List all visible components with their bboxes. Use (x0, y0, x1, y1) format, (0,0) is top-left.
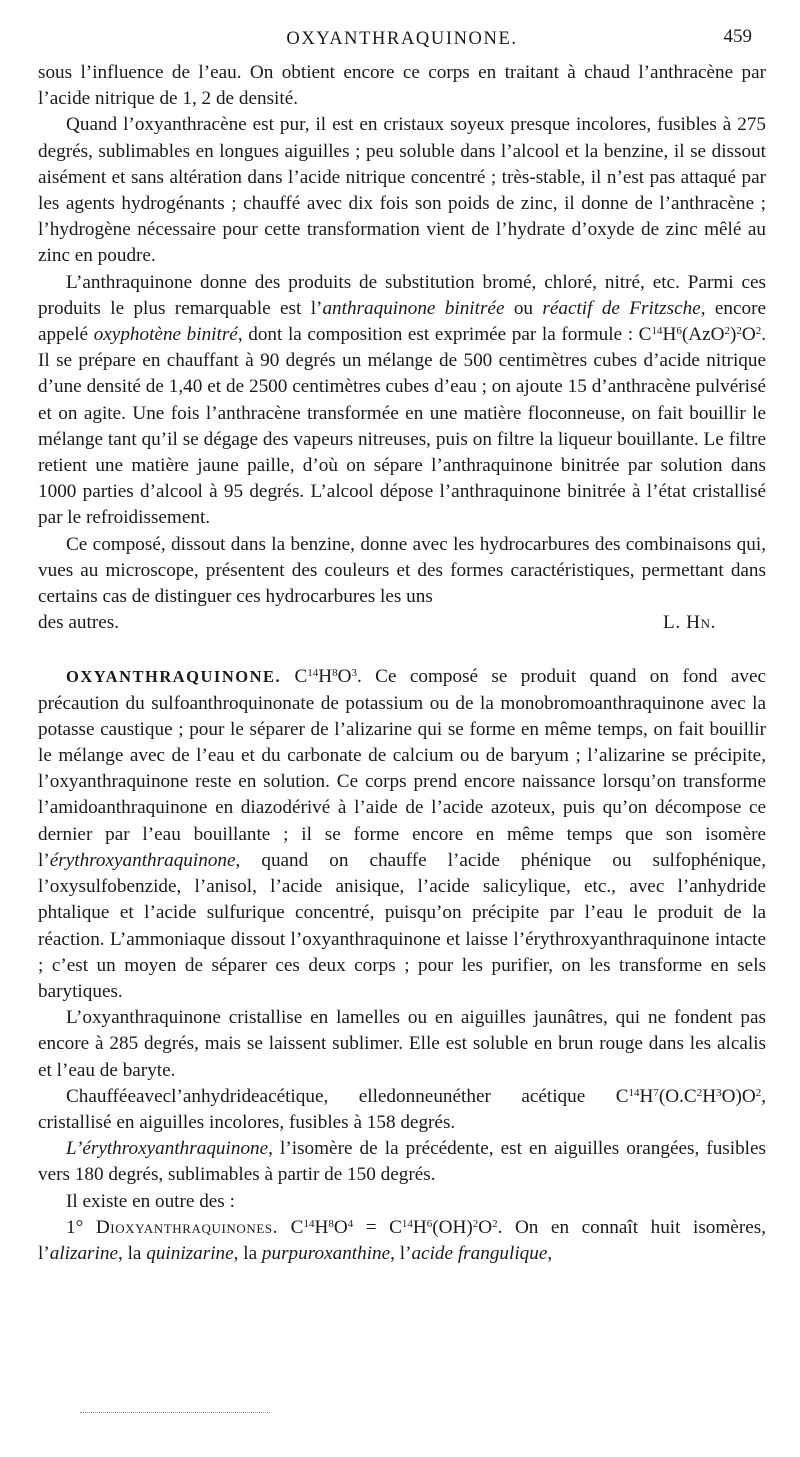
paragraph-acetic-ether (38, 1084, 766, 1136)
subscript: 2 (472, 1217, 479, 1230)
text: . Ce composé se produit quand on fond avec précaution du sulfoanthroquinonate de potassium ou de la monobromoanthraquinone avec la potasse caustique ; pour le séparer de l’alizarine qui se forme en même temps, on fait bouillir le mélange avec de l’eau et du carbonate de calcium ou de baryum ; l’alizarine se précipite, l’oxyanthraquinone reste en solution. Ce corps prend encore naissance lorsqu’on transforme l’amidoanthraquinone en diazodérivé à l’aide de l’acide azoteux, puis qu’on décompose ce dernier par l’eau bouillante ; il se forme encore en même temps que son isomère l’ (38, 666, 766, 871)
formula-element: C (278, 1216, 304, 1238)
text: L’anthraquinone donne des produits de substitution bromé, chloré, nitré, etc. Parmi ces produits le plus remarquable est l’ (38, 271, 766, 319)
term-erythroxyanthraquinone: L’érythroxyanthraquinone (66, 1138, 269, 1160)
subscript: 2 (492, 1217, 498, 1230)
text: O)O (721, 1085, 756, 1107)
paragraph-there-exist: Il existe en outre des : (66, 1190, 235, 1212)
subscript: 8 (332, 667, 338, 680)
paragraph-oxyanthraquinone-intro (38, 664, 766, 1005)
signature-line (38, 610, 766, 636)
term-oxyphotene-binitre: oxyphotène binitré (93, 324, 238, 346)
formula-element: H (412, 1216, 427, 1238)
running-title: OXYANTHRAQUINONE. (286, 29, 518, 49)
subscript: 2 (755, 325, 762, 338)
formula (294, 666, 357, 687)
subscript: 14 (401, 1217, 413, 1230)
subscript: 14 (307, 667, 319, 680)
term-anthraquinone-binitree: anthraquinone binitrée (322, 297, 505, 319)
text: O (741, 324, 756, 346)
page-number: 459 (723, 26, 752, 47)
term-quinizarine: quinizarine (146, 1242, 234, 1264)
running-head (38, 22, 766, 52)
term-reactif-fritzsche: réactif de Fritzsche (542, 297, 701, 319)
text: , encore appelé (38, 297, 766, 346)
paragraph-dioxyanthraquinones (38, 1215, 766, 1267)
paragraph-substitution-products (38, 270, 766, 532)
subscript: 2 (696, 1086, 703, 1099)
text: , l’ (390, 1242, 412, 1264)
book-page (38, 22, 766, 1267)
subscript: 6 (426, 1217, 433, 1230)
formula-element: H (318, 666, 333, 688)
formula-element: O (333, 1216, 348, 1238)
formula-element: H (314, 1216, 329, 1238)
paragraph-continuation: sous l’influence de l’eau. On obtient encore ce corps en traitant à chaud l’anthracène par l’acide nitrique de 1, 2 de densité. (38, 62, 766, 110)
subscript: 3 (716, 1086, 722, 1099)
entry-heading: OXYANTHRAQUINONE. (66, 667, 282, 687)
formula-element: (OH) (432, 1216, 473, 1238)
paragraph-crystallization: L’oxyanthraquinone cristallise en lamelles ou en aiguilles jaunâtres, qui ne fondent pas encore à 285 degrés, mais se laissent sublimer. Elle est soluble en brun rouge dans les alcalis et l’eau de baryte. (38, 1007, 766, 1081)
text: Chaufféeavecl’anhydrideacétique, elledonneunéther acétique C (66, 1085, 629, 1107)
text: H (662, 324, 677, 346)
paragraph-oxyanthracene-properties: Quand l’oxyanthracène est pur, il est en cristaux soyeux presque incolores, fusibles à 275 degrés, sublimables en longues aiguilles ; peu soluble dans l’alcool et la benzine, il se dissout aisément et sans altération dans l’acide nitrique concentré ; très-stable, il n’est pas attaqué par les agents hydrogénants ; chauffé avec dix fois son poids de zinc, il donne de l’anthracène ; l’hydrogène nécessaire pour cette transformation vient de l’hydrate d’oxyde de zinc mêlé au zinc en poudre. (38, 114, 766, 267)
text: . Il se prépare en chauffant à 90 degrés un mélange de 500 centimètres cubes d’acide nitrique d’une densité de 1,40 et de 2500 centimètres cubes d’eau ; on ajoute 15 d’anthracène pulvérisé et on agite. Une fois l’anthracène transformée en une matière floconneuse, on fait bouillir le mélange tant qu’il se dégage des vapeurs nitreuses, puis on filtre la liqueur bouillante. Le filtre retient une matière jaune paille, d’où on sépare l’anthraquinone binitrée par solution dans 1000 parties d’alcool à 95 degrés. L’alcool dépose l’anthraquinone binitrée à l’état cristallisé par le refroidissement. (38, 324, 766, 529)
text: (O.C (658, 1085, 697, 1107)
anthraquinone-section (38, 60, 766, 636)
subscript: 2 (736, 325, 742, 338)
paragraph-end: des autres. (38, 612, 119, 634)
subscript: 4 (347, 1217, 354, 1230)
subscript: 7 (653, 1086, 659, 1099)
formula-element: O (337, 666, 352, 688)
text: H (639, 1085, 654, 1107)
text: , l’isomère de la précédente, est en aiguilles orangées, fusibles vers 180 degrés, sublimables à partir de 150 degrés. (38, 1138, 766, 1186)
paragraph-erythroxyanthraquinone (38, 1136, 766, 1188)
term-acide-frangulique: acide frangulique (411, 1242, 548, 1264)
footer-dotted-rule (80, 1412, 270, 1413)
text: ) (729, 324, 737, 346)
text: H (702, 1085, 717, 1107)
formula-element: O (478, 1216, 493, 1238)
text: , la (233, 1242, 262, 1264)
list-number: 1° (66, 1216, 96, 1238)
section-gap (38, 636, 766, 664)
text: , cristallisé en aiguilles incolores, fusibles à 158 degrés. (38, 1085, 766, 1133)
text: . On en connaît huit isomères, l’ (38, 1216, 766, 1264)
oxyanthraquinone-section (38, 664, 766, 1267)
subscript: 2 (724, 325, 730, 338)
term-erythroxyanthraquinone: érythroxyanthraquinone (49, 849, 236, 871)
subscript: 8 (328, 1217, 334, 1230)
formula-element: = C (353, 1216, 402, 1238)
subscript: 3 (351, 667, 358, 680)
subscript: 6 (676, 325, 682, 338)
subscript: 2 (755, 1086, 762, 1099)
author-signature: L. Hn. (663, 612, 716, 634)
text: ou (504, 297, 543, 319)
paragraph-benzine-combinations: Ce composé, dissout dans la benzine, donne avec les hydrocarbures des combinaisons qui, vues au microscope, présentent des couleurs et des formes caractéristiques, permettant dans certains cas de distinguer ces hydrocarbures les uns (38, 533, 766, 608)
text: , la (117, 1242, 147, 1264)
text: , (547, 1242, 553, 1264)
subheading-dioxyanthraquinones: Dioxyanthraquinones. (95, 1216, 279, 1238)
subscript: 14 (628, 1086, 640, 1099)
formula-element: C (294, 666, 308, 688)
text: , dont la composition est exprimée par la formule : C (237, 324, 652, 346)
subscript: 14 (303, 1217, 315, 1230)
text: (AzO (681, 324, 725, 346)
term-alizarine: alizarine (49, 1242, 118, 1264)
text: , quand on chauffe l’acide phénique ou sulfophénique, l’oxysulfobenzide, l’anisol, l’acide anisique, l’acide salicylique, etc., avec l’anhydride phtalique et l’acide sulfurique concentré, puisqu’on précipite par l’eau le produit de la réaction. L’ammoniaque dissout l’oxyanthraquinone et laisse l’érythroxyanthraquinone intacte ; c’est un moyen de séparer ces deux corps ; pour les purifier, on les transforme en sels barytiques. (38, 849, 766, 1002)
term-purpuroxanthine: purpuroxanthine (261, 1242, 391, 1264)
subscript: 14 (651, 325, 663, 338)
